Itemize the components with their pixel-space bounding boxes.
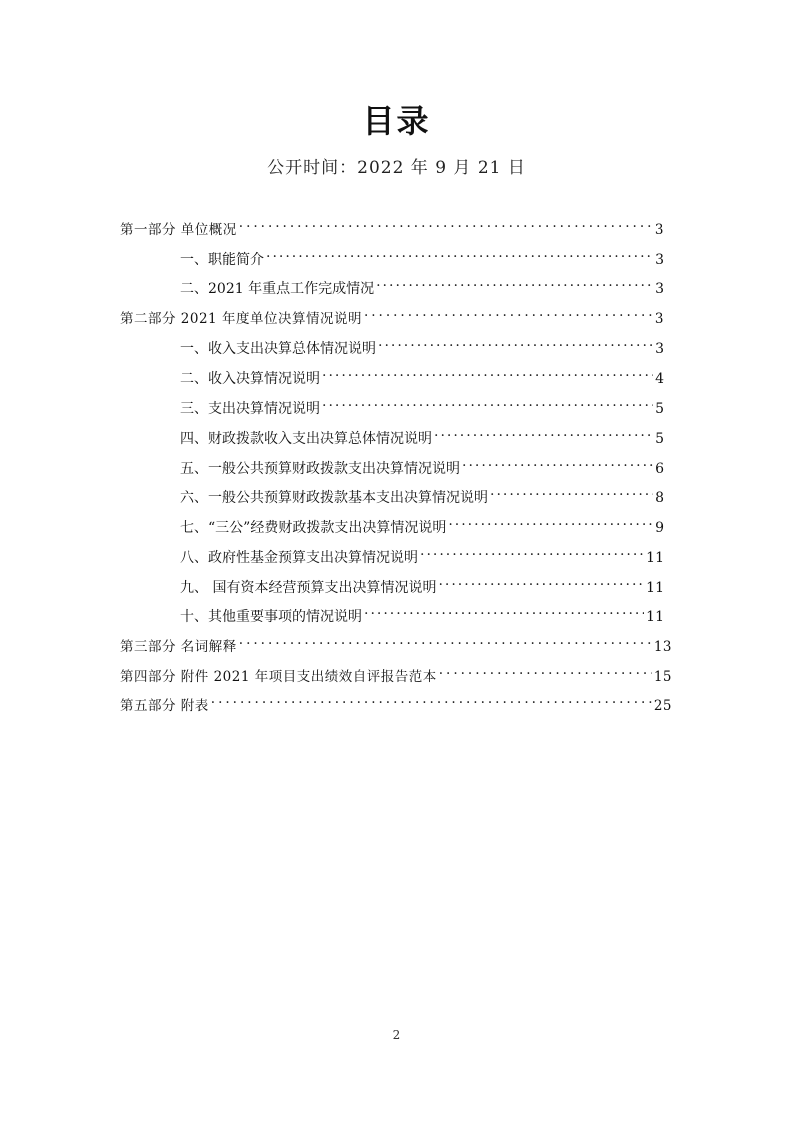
toc-leader-dots: [438, 570, 644, 592]
toc-entry-label: 九、 国有资本经营预算支出决算情况说明: [180, 580, 437, 596]
toc-leader-dots: [434, 421, 653, 443]
toc-entry-page: 13: [653, 639, 672, 655]
toc-leader-dots: [266, 242, 653, 264]
toc-entry-page: 5: [655, 401, 664, 417]
page-number: 2: [392, 1028, 401, 1042]
toc-entry-label: 四、财政拨款收入支出决算总体情况说明: [180, 431, 432, 447]
toc-entry-2-3[interactable]: [180, 391, 664, 417]
toc-entry-page: 8: [655, 490, 664, 506]
toc-entry-label: 七、“三公”经费财政拨款支出决算情况说明: [180, 520, 447, 536]
toc-entry-label: 第四部分 附件 2021 年项目支出绩效自评报告范本: [120, 669, 437, 685]
toc-entry-label: 一、职能简介: [180, 252, 264, 268]
toc-leader-dots: [239, 212, 653, 234]
toc-entry-2-2[interactable]: [180, 361, 664, 387]
toc-entry-label: 一、收入支出决算总体情况说明: [180, 341, 376, 357]
toc-entry-page: 15: [653, 669, 672, 685]
toc-entry-2-5[interactable]: [180, 451, 664, 477]
toc-entry-label: 第二部分 2021 年度单位决算情况说明: [120, 311, 362, 327]
toc-entry-page: 11: [646, 580, 664, 596]
toc-entry-2-4[interactable]: [180, 421, 664, 447]
toc-leader-dots: [378, 331, 653, 353]
toc-entry-page: 3: [655, 341, 664, 357]
toc-leader-dots: [462, 451, 653, 473]
toc-leader-dots: [364, 301, 653, 323]
toc-entry-2-8[interactable]: [180, 540, 664, 566]
toc-leader-dots: [364, 599, 644, 621]
toc-entry-page: 11: [646, 609, 664, 625]
toc-entry-page: 5: [655, 431, 664, 447]
toc-entry-label: 十、其他重要事项的情况说明: [180, 609, 362, 625]
toc-leader-dots: [239, 629, 652, 651]
toc-entry-page: 3: [654, 222, 664, 238]
toc-entry-2-6[interactable]: [180, 480, 664, 506]
publish-date: 公开时间：2022 年 9 月 21 日: [267, 158, 526, 178]
toc-entry-page: 3: [655, 252, 664, 268]
toc-entry-2-9[interactable]: [180, 570, 664, 596]
toc-entry-page: 9: [655, 520, 664, 536]
toc-entry-1-1[interactable]: [180, 242, 664, 268]
toc-leader-dots: [448, 510, 653, 532]
toc-entry-label: 六、一般公共预算财政拨款基本支出决算情况说明: [180, 490, 488, 506]
toc-entry-part-5[interactable]: [120, 688, 672, 714]
toc-entry-label: 第五部分 附表: [120, 698, 209, 714]
toc-entry-label: 第一部分 单位概况: [120, 222, 237, 238]
toc-entry-label: 二、收入决算情况说明: [180, 371, 320, 387]
toc-entry-label: 第三部分 名词解释: [120, 639, 237, 655]
toc-entry-part-4[interactable]: [120, 659, 672, 685]
toc-leader-dots: [376, 271, 653, 293]
toc-entry-page: 4: [655, 371, 664, 387]
toc-entry-page: 3: [654, 311, 664, 327]
toc-entry-page: 25: [653, 698, 672, 714]
toc-entry-page: 6: [655, 461, 664, 477]
toc-entry-page: 11: [646, 550, 664, 566]
toc-entry-part-2[interactable]: [120, 301, 664, 327]
toc-entry-part-3[interactable]: [120, 629, 672, 655]
toc-entry-label: 八、政府性基金预算支出决算情况说明: [180, 550, 418, 566]
toc-leader-dots: [211, 688, 652, 710]
toc-leader-dots: [490, 480, 653, 502]
toc-entry-2-1[interactable]: [180, 331, 664, 357]
toc-entry-label: 二、2021 年重点工作完成情况: [180, 281, 375, 297]
toc-leader-dots: [439, 659, 652, 681]
page-title: 目录: [362, 102, 431, 140]
toc-leader-dots: [420, 540, 644, 562]
toc-entry-label: 三、支出决算情况说明: [180, 401, 320, 417]
toc-entry-2-7[interactable]: [180, 510, 664, 536]
toc-entry-1-2[interactable]: [180, 271, 664, 297]
toc-entry-label: 五、一般公共预算财政拨款支出决算情况说明: [180, 461, 460, 477]
toc-entry-part-1[interactable]: [120, 212, 664, 238]
toc-leader-dots: [322, 391, 653, 413]
toc-entry-2-10[interactable]: [180, 599, 664, 625]
toc-entry-page: 3: [655, 281, 664, 297]
toc-leader-dots: [322, 361, 653, 383]
